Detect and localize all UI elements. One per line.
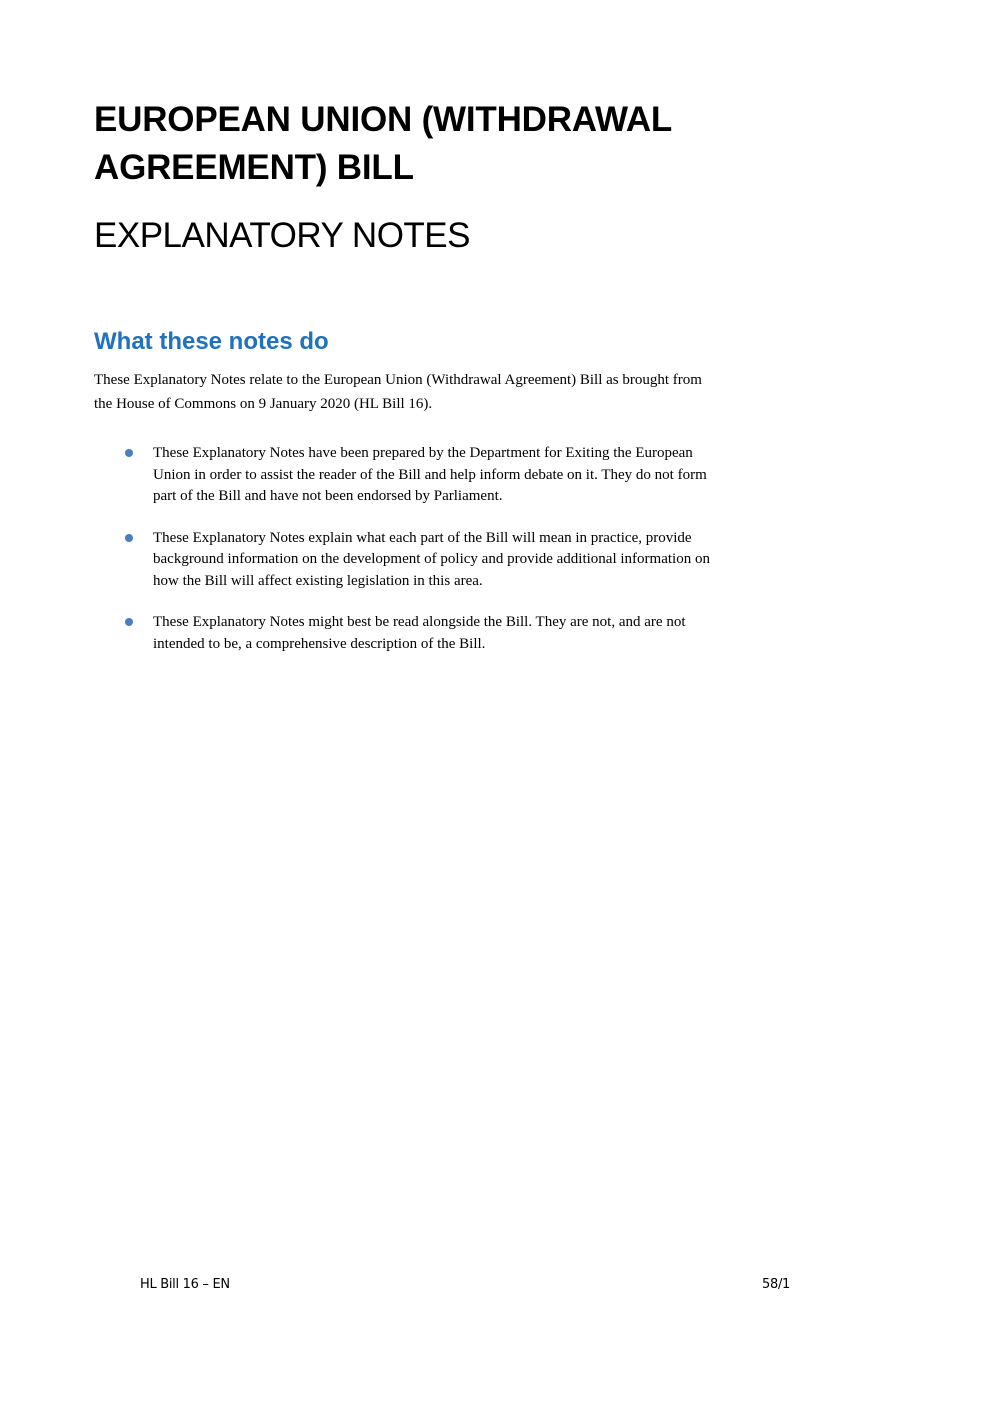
- bullet-list: [94, 443, 854, 675]
- footer-bill-reference: HL Bill 16 – EN: [140, 1277, 230, 1292]
- bullet-line: These Explanatory Notes explain what each part of the Bill will mean in practice, provide: [153, 529, 692, 546]
- bullet-line: These Explanatory Notes have been prepared by the Department for Exiting the European: [153, 445, 693, 461]
- bullet-item: [94, 612, 854, 655]
- bullet-line: Union in order to assist the reader of the Bill and help inform debate on it. They do not form: [153, 466, 707, 483]
- title-line-2: AGREEMENT) BILL: [94, 148, 414, 187]
- bullet-dot-icon: [125, 534, 133, 542]
- bullet-line: background information on the development of policy and provide additional information on: [153, 551, 710, 567]
- bullet-dot-icon: [125, 449, 133, 457]
- bullet-line: intended to be, a comprehensive description of the Bill.: [153, 635, 486, 652]
- intro-paragraph: [94, 369, 854, 416]
- intro-line-2: the House of Commons on 9 January 2020 (HL Bill 16).: [94, 395, 433, 412]
- bullet-line: how the Bill will affect existing legislation in this area.: [153, 572, 483, 589]
- section-heading: What these notes do: [94, 328, 329, 355]
- bullet-item: [94, 528, 854, 593]
- document-subtitle: EXPLANATORY NOTES: [94, 216, 470, 255]
- bullet-item: [94, 443, 854, 508]
- title-line-1: EUROPEAN UNION (WITHDRAWAL: [94, 100, 673, 139]
- bullet-dot-icon: [125, 618, 133, 626]
- bullet-line: part of the Bill and have not been endorsed by Parliament.: [153, 488, 503, 504]
- intro-line-1: These Explanatory Notes relate to the European Union (Withdrawal Agreement) Bill as brought from: [94, 372, 702, 388]
- footer-page-reference: 58/1: [762, 1277, 790, 1292]
- bullet-line: These Explanatory Notes might best be read alongside the Bill. They are not, and are not: [153, 614, 686, 630]
- document-title: [94, 96, 794, 192]
